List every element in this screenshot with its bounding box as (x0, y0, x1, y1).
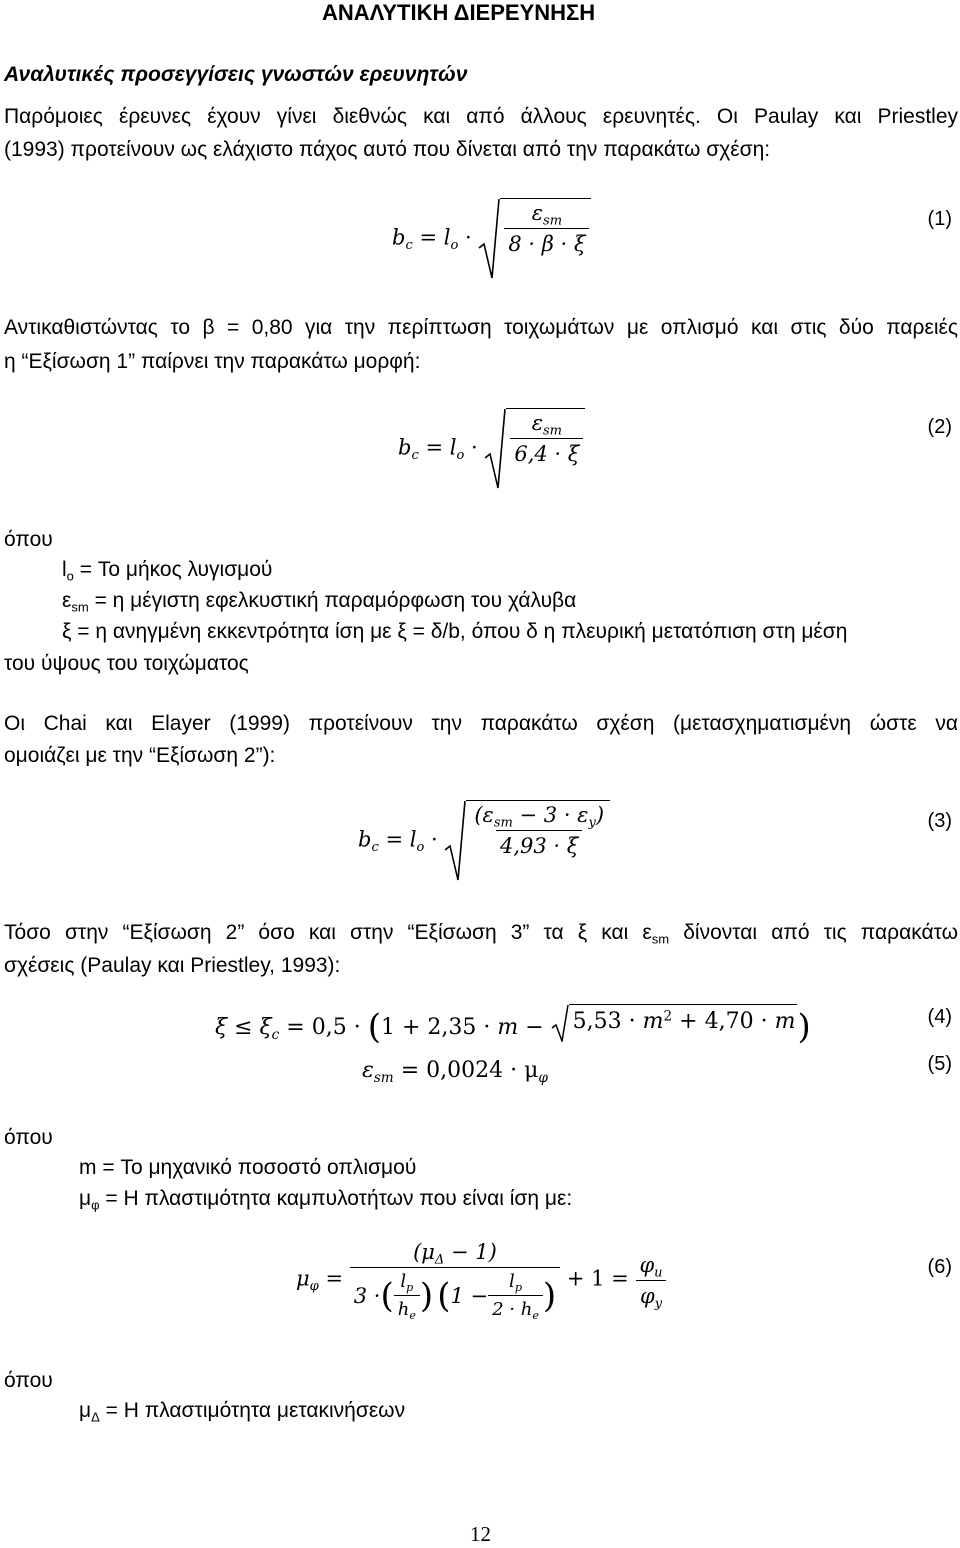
equation-2: $b_c = l_o$ · $\frac{\varepsilon_{sm}}{6,4 \cdot \xi}$ (398, 408, 585, 490)
paragraph-line: Οι Chai και Elayer (1999) προτείνουν την παρακάτω σχέση (μετασχηματισμένη ώστε να (4, 712, 958, 735)
equation-3: $b_c = l_o$ · $\frac{(\varepsilon_{sm} - 3 \cdot \varepsilon_y)}{4,93 \cdot \xi}$ (358, 800, 610, 882)
where-label: όπου (4, 1126, 53, 1149)
section-heading: Αναλυτικές προσεγγίσεις γνωστών ερευνητών (4, 63, 468, 86)
page-number: 12 (470, 1522, 491, 1546)
equation-6: $\mu_\varphi$ = $(\mu_\Delta - 1)$ 3 · ( $\frac{l_p}{h_e}$ ) ( 1 − $\frac{l_p}{2 \cdot h_e}$ ) + 1 = $\frac{\varphi_u}{\varphi_y}$ (296, 1240, 667, 1320)
page-title: ΑΝΑΛΥΤΙΚΗ ΔΙΕΡΕΥΝΗΣΗ (322, 0, 596, 25)
paragraph-line: (1993) προτείνουν ως ελάχιστο πάχος αυτό που δίνεται από την παρακάτω σχέση: (4, 138, 771, 161)
symbol-b: b (392, 225, 406, 250)
equation-4: $\xi \le \xi_c = 0,5 \cdot (1 + 2,35 \cdot m$ − $5,53 \cdot m^2 + 4,70 \cdot m$ ) (215, 1004, 811, 1047)
fraction: $\frac{\varepsilon_{sm}}{8 \cdot \beta \cdot \xi}$ (504, 201, 589, 256)
square-root (444, 800, 610, 882)
where-label: όπου (4, 1369, 53, 1392)
paragraph-line: Αντικαθιστώντας το β = 0,80 για την περίπτωση τοιχωμάτων με οπλισμό και στις δύο παρειές (4, 316, 958, 339)
paragraph-line: σχέσεις (Paulay και Priestley, 1993): (4, 954, 341, 977)
equation-number: (1) (927, 208, 952, 230)
equation-1: $b_c = l_o$ · $\frac{\varepsilon_{sm}}{8 \cdot \beta \cdot \xi}$ (392, 198, 591, 280)
equation-5: $\varepsilon_{sm} = 0,0024 \cdot \mu_\varphi$ (362, 1058, 548, 1086)
equation-number: (2) (927, 416, 952, 438)
paragraph-line: Τόσο στην “Εξίσωση 2” όσο και στην “Εξίσωση 3” τα ξ και $\varepsilon_{sm}$ δίνονται από τις παρακάτω (4, 921, 958, 947)
equation-number: (5) (927, 1053, 952, 1075)
fraction: $\frac{\varphi_u}{\varphi_y}$ (635, 1253, 666, 1308)
square-root (478, 198, 591, 280)
where-label: όπου (4, 528, 53, 551)
square-root: $5,53 \cdot m^2 + 4,70 \cdot m$ (551, 1004, 798, 1042)
equation-number: (6) (927, 1256, 952, 1278)
definition-m: m = Το μηχανικό ποσοστό οπλισμού (79, 1156, 417, 1179)
definition-esm: $\varepsilon_{sm} = \eta$ μέγιστη εφελκυστική παραμόρφωση του χάλυβα (62, 589, 577, 615)
equation-number: (4) (927, 1006, 952, 1028)
paragraph-line: ομοιάζει με την “Εξίσωση 2”): (4, 744, 276, 767)
paragraph-line: η “Εξίσωση 1” παίρνει την παρακάτω μορφή: (4, 350, 421, 373)
definition-mu-phi: $\mu_\varphi = H$ πλαστιμότητα καμπυλοτήτων που είναι ίση με: (79, 1187, 573, 1213)
fraction: $\frac{(\varepsilon_{sm} - 3 \cdot \varepsilon_y)}{4,93 \cdot \xi}$ (474, 803, 605, 858)
fraction: $\frac{\varepsilon_{sm}}{6,4 \cdot \xi}$ (510, 411, 583, 466)
definition-lo: $l_o = To$ μήκος λυγισμού (62, 558, 273, 584)
definition-xi: ξ = η ανηγμένη εκκεντρότητα ίση με ξ = δ/b, όπου δ η πλευρική μετατόπιση στη μέση (62, 620, 848, 643)
fraction: $(\mu_\Delta - 1)$ 3 · ( $\frac{l_p}{h_e}$ ) ( 1 − $\frac{l_p}{2 \cdot h_e}$ ) (350, 1240, 560, 1320)
definition-xi-cont: του ύψους του τοιχώματος (4, 652, 249, 675)
square-root (484, 408, 585, 490)
definition-mu-delta: $\mu_\Delta = H$ πλαστιμότητα μετακινήσεων (79, 1399, 406, 1425)
equation-number: (3) (927, 810, 952, 832)
paragraph-line: Παρόμοιες έρευνες έχουν γίνει διεθνώς και από άλλους ερευνητές. Οι Paulay και Priestley (4, 105, 958, 128)
